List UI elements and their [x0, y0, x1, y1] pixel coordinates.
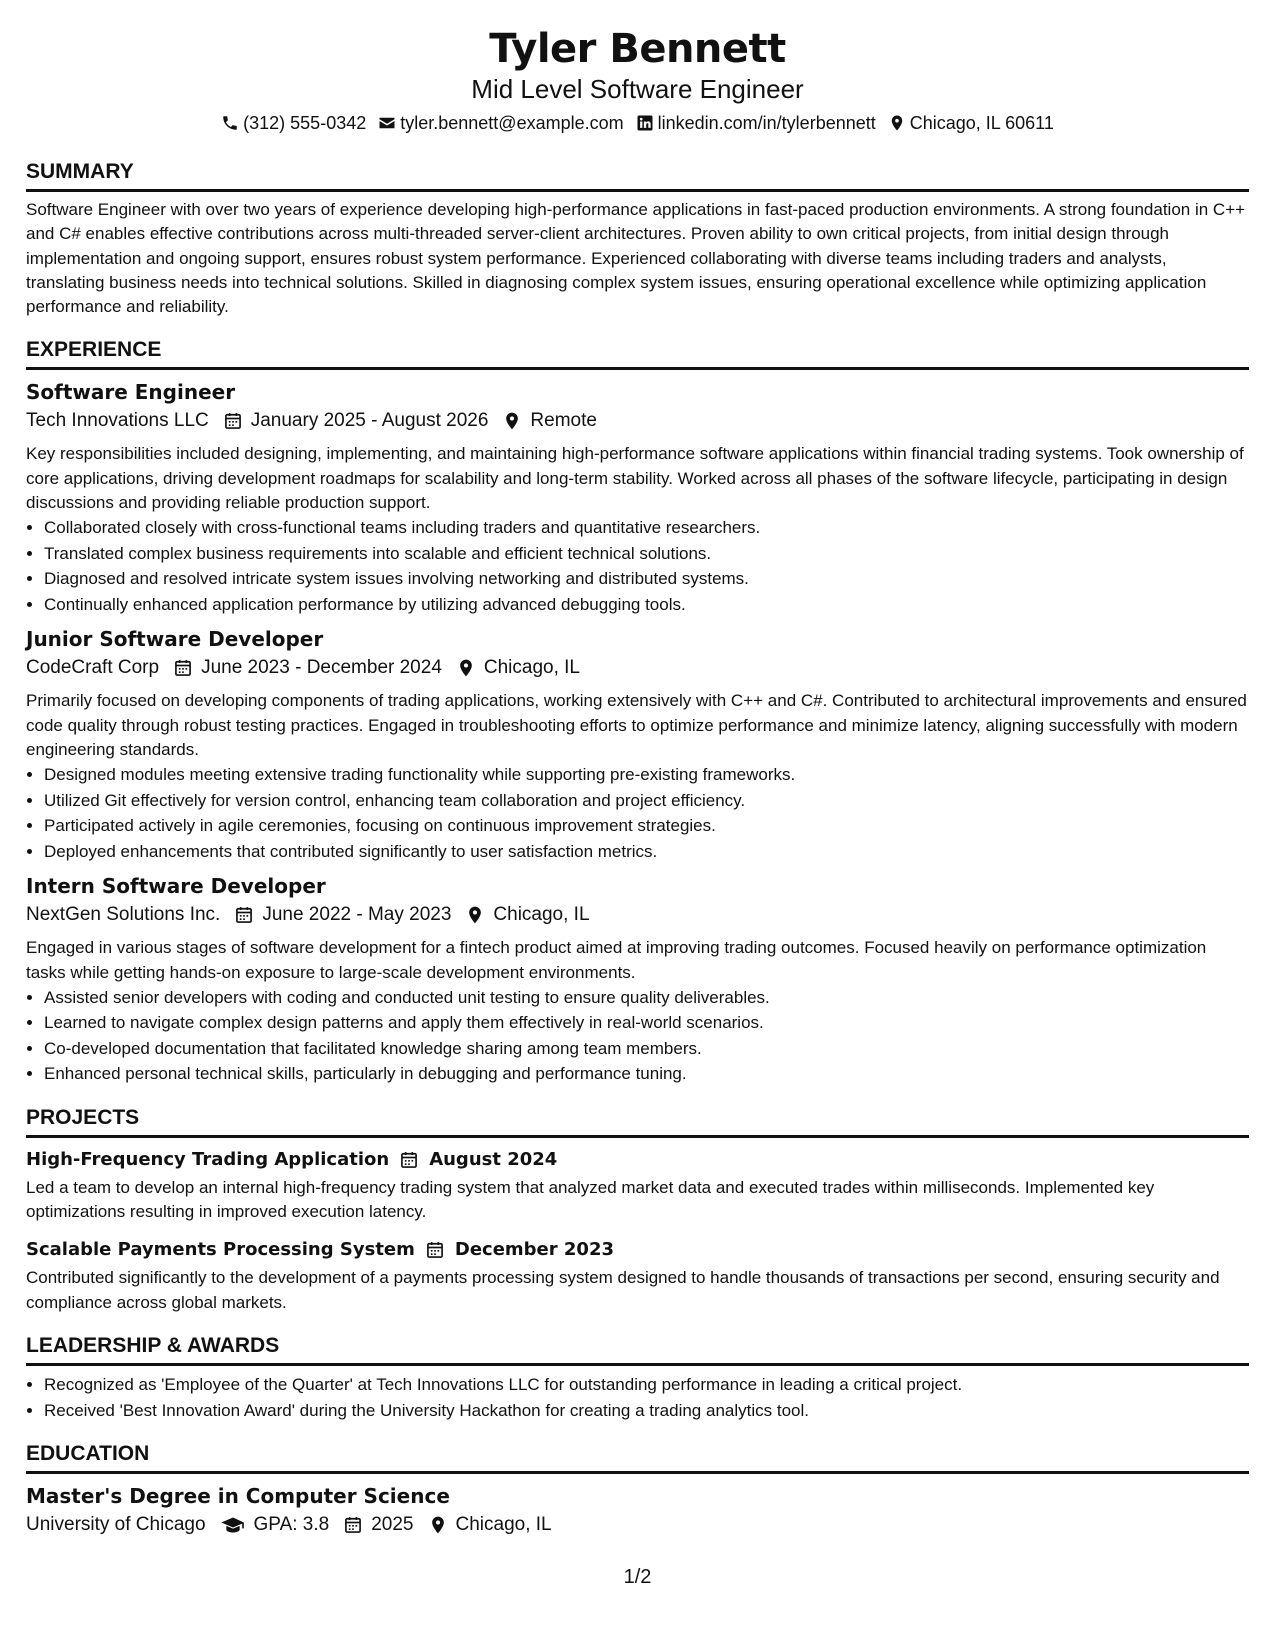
dates-text: June 2022 - May 2023: [262, 904, 452, 926]
job-meta: [26, 900, 1249, 930]
job-title: Software Engineer: [26, 380, 236, 405]
job-bullets: [26, 762, 1249, 864]
linkedin-link[interactable]: linkedin.com/in/tylerbennett: [657, 113, 876, 133]
phone-text: (312) 555-0342: [243, 113, 367, 133]
list-item: • Continually enhanced application performance by utilizing advanced debugging tools.: [44, 592, 1249, 618]
envelope-icon: [378, 114, 396, 132]
dates-text: January 2025 - August 2026: [250, 410, 489, 432]
map-pin-icon: [456, 658, 476, 678]
calendar-icon: [399, 1150, 419, 1170]
job-dates: [173, 653, 442, 683]
contact-phone: [221, 111, 366, 135]
map-pin-icon: [465, 905, 485, 925]
job-entry: [26, 378, 1249, 617]
map-pin-icon: [428, 1515, 448, 1535]
location-text: Chicago, IL: [493, 904, 590, 926]
projects-section: [26, 1105, 1249, 1315]
map-pin-icon: [502, 411, 522, 431]
calendar-icon: [173, 658, 193, 678]
gpa-text: GPA: 3.8: [253, 1514, 330, 1536]
location-text: Chicago, IL: [455, 1514, 552, 1536]
project-description: Led a team to develop an internal high-frequency trading system that analyzed market data and executed trades within milliseconds. Implemented key optimizations resulting in improved execution latency.: [26, 1177, 1155, 1222]
location-text: Chicago, IL 60611: [909, 113, 1054, 133]
job-entry: [26, 625, 1249, 864]
education-section: [26, 1441, 1249, 1540]
job-bullets: [26, 515, 1249, 617]
list-item: • Participated actively in agile ceremonies, focusing on continuous improvement strategies.: [44, 813, 1249, 839]
list-item: • Translated complex business requirements into scalable and efficient technical solutions.: [44, 541, 1249, 567]
education-gpa: [220, 1510, 330, 1540]
section-title: EXPERIENCE: [26, 337, 1249, 370]
summary-text: Software Engineer with over two years of experience developing high-performance applications in fast-paced production environments. A strong foundation in C++ and C# enables effective contributions across multi-threaded server-client architectures. Proven ability to own critical projects, from initial design through implementation and ongoing support, ensures robust system performance. Experienced collaborating with diverse teams including traders and analysts, translating business needs into technical solutions. Skilled in diagnosing complex system issues, ensuring operational excellence while optimizing application performance and reliability.: [26, 200, 1246, 317]
contact-email[interactable]: [378, 111, 623, 135]
list-item: • Utilized Git effectively for version control, enhancing team collaboration and project efficiency.: [44, 788, 1249, 814]
candidate-role: Mid Level Software Engineer: [471, 74, 804, 104]
project-name: Scalable Payments Processing System: [26, 1239, 415, 1261]
resume-header: [26, 25, 1249, 135]
job-dates: [223, 406, 489, 436]
education-location: [428, 1510, 552, 1540]
education-year: [343, 1510, 413, 1540]
location-text: Chicago, IL: [483, 657, 581, 679]
job-title: Junior Software Developer: [26, 627, 324, 652]
job-bullets: [26, 985, 1249, 1087]
section-title: LEADERSHIP & AWARDS: [26, 1333, 1249, 1366]
project-date: August 2024: [429, 1148, 558, 1170]
map-pin-icon: [888, 114, 906, 132]
contact-row: [26, 111, 1249, 135]
section-title: SUMMARY: [26, 159, 1249, 192]
project-entry: [26, 1146, 1249, 1225]
section-title: EDUCATION: [26, 1441, 1249, 1474]
list-item: • Enhanced personal technical skills, particularly in debugging and performance tuning.: [44, 1061, 1249, 1087]
education-entry: [26, 1482, 1249, 1540]
calendar-icon: [343, 1515, 363, 1535]
company-name: CodeCraft Corp: [26, 657, 160, 679]
list-item: • Assisted senior developers with coding and conducted unit testing to ensure quality deliverables.: [44, 985, 1249, 1011]
project-name: High-Frequency Trading Application: [26, 1148, 390, 1170]
location-text: Remote: [530, 410, 597, 432]
project-entry: [26, 1236, 1249, 1315]
job-description: Primarily focused on developing components of trading applications, working extensively with C++ and C#. Contributed to architectural improvements and ensured code quality through robust testing practices. Engaged in troubleshooting efforts to optimize performance and minimize latency, aligning successfully with modern engineering standards.: [26, 691, 1247, 759]
year-text: 2025: [371, 1514, 414, 1536]
list-item: • Designed modules meeting extensive trading functionality while supporting pre-existing frameworks.: [44, 762, 1249, 788]
project-date: December 2023: [454, 1239, 615, 1261]
email-link[interactable]: tyler.bennett@example.com: [400, 113, 624, 133]
job-location: [502, 406, 597, 436]
list-item: • Collaborated closely with cross-functional teams including traders and quantitative researchers.: [44, 515, 1249, 541]
job-description: Engaged in various stages of software development for a fintech product aimed at improving trading outcomes. Focused heavily on performance optimization tasks while getting hands-on exposure to large-scale development environments.: [26, 938, 1207, 982]
list-item: • Recognized as 'Employee of the Quarter' at Tech Innovations LLC for outstanding performance in leading a critical project.: [44, 1372, 1249, 1398]
page-number: 1/2: [623, 1566, 652, 1588]
summary-section: [26, 159, 1249, 319]
job-entry: [26, 872, 1249, 1087]
company-name: Tech Innovations LLC: [26, 410, 209, 432]
graduation-cap-icon: [220, 1515, 246, 1535]
education-meta: [26, 1510, 1249, 1540]
project-header: [26, 1236, 1249, 1264]
job-description: Key responsibilities included designing, implementing, and maintaining high-performance software applications within financial trading systems. Took ownership of core applications, driving development roadmaps for scalability and long-term stability. Worked across all phases of the software lifecycle, participating in design discussions and providing reliable production support.: [26, 444, 1244, 513]
contact-location: [888, 111, 1054, 135]
list-item: • Deployed enhancements that contributed significantly to user satisfaction metrics.: [44, 839, 1249, 865]
resume-page: [26, 0, 1249, 1540]
list-item: • Learned to navigate complex design patterns and apply them effectively in real-world scenarios.: [44, 1010, 1249, 1036]
job-location: [456, 653, 580, 683]
candidate-name: Tyler Bennett: [489, 26, 786, 72]
contact-linkedin[interactable]: [636, 111, 876, 135]
linkedin-icon: [636, 114, 654, 132]
calendar-icon: [425, 1240, 445, 1260]
dates-text: June 2023 - December 2024: [201, 657, 442, 679]
school-name: University of Chicago: [26, 1514, 206, 1536]
list-item: • Co-developed documentation that facilitated knowledge sharing among team members.: [44, 1036, 1249, 1062]
job-meta: [26, 406, 1249, 436]
leadership-bullets: [26, 1372, 1249, 1423]
section-title: PROJECTS: [26, 1105, 1249, 1138]
leadership-section: [26, 1333, 1249, 1423]
job-location: [465, 900, 589, 930]
calendar-icon: [223, 411, 243, 431]
project-description: Contributed significantly to the development of a payments processing system designed to handle thousands of transactions per second, ensuring security and compliance across global markets.: [26, 1268, 1220, 1312]
phone-icon: [221, 114, 239, 132]
degree-title: Master's Degree in Computer Science: [26, 1484, 450, 1509]
job-dates: [234, 900, 451, 930]
list-item: • Received 'Best Innovation Award' during the University Hackathon for creating a trading analytics tool.: [44, 1398, 1249, 1424]
experience-section: [26, 337, 1249, 1086]
job-meta: [26, 653, 1249, 683]
list-item: • Diagnosed and resolved intricate system issues involving networking and distributed systems.: [44, 566, 1249, 592]
calendar-icon: [234, 905, 254, 925]
company-name: NextGen Solutions Inc.: [26, 904, 221, 926]
job-title: Intern Software Developer: [26, 874, 326, 899]
project-header: [26, 1146, 1249, 1174]
